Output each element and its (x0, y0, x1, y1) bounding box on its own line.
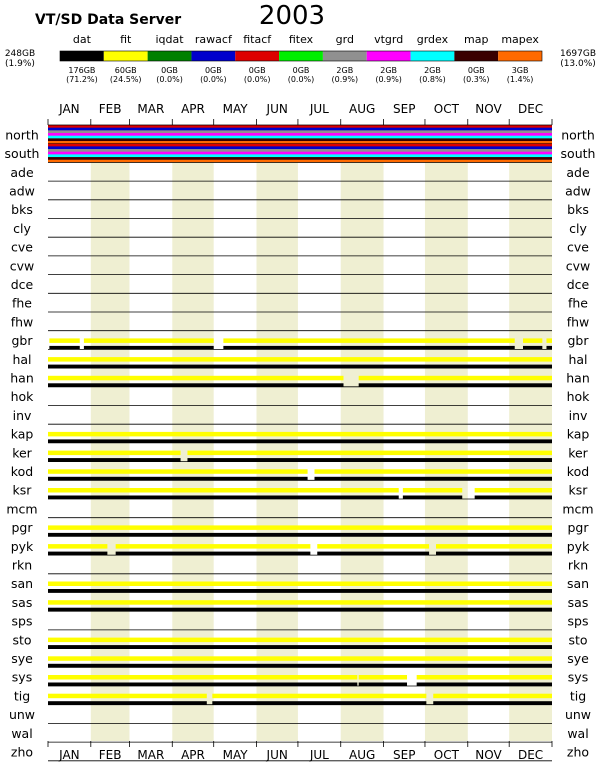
row-label-right-fhw: fhw (566, 314, 590, 330)
legend-name-map: map (464, 33, 489, 46)
legend-right-total-pct: (13.0%) (560, 59, 596, 69)
segment-fit-gbr-2 (223, 338, 514, 343)
row-label-left-ker: ker (12, 445, 32, 461)
legend-size-iqdat: 0GB (161, 66, 178, 75)
row-label-left-cly: cly (13, 220, 31, 236)
segment-fit-ksr-1 (403, 488, 462, 493)
segment-fit-sys-0 (48, 675, 357, 680)
row-label-left-sye: sye (11, 650, 33, 666)
segment-dat-gbr-1 (84, 346, 214, 350)
segment-fit-gbr-4 (546, 338, 552, 343)
row-label-left-ade: ade (10, 164, 34, 180)
segment-dat-sas-0 (48, 608, 552, 612)
month-label-bottom-nov: NOV (475, 748, 502, 762)
segment-fit-sye-0 (48, 656, 552, 661)
row-label-left-cvw: cvw (9, 258, 35, 274)
row-label-right-inv: inv (568, 407, 588, 423)
legend-name-grdex: grdex (416, 33, 449, 46)
segment-dat-ker-1 (187, 458, 552, 462)
stripe-north-1 (48, 128, 552, 131)
segment-fit-pyk-1 (116, 544, 311, 549)
legend-size-map: 0GB (467, 66, 485, 75)
segment-dat-ksr-1 (403, 496, 462, 500)
legend-name-iqdat: iqdat (155, 33, 184, 46)
month-label-top-jul: JUL (309, 102, 329, 116)
legend-pct-grdex: (0.8%) (419, 75, 446, 84)
row-label-right-sas: sas (567, 594, 589, 610)
segment-dat-tig-0 (48, 701, 207, 705)
segment-dat-pyk-1 (116, 552, 311, 556)
segment-dat-pgr-0 (48, 533, 552, 537)
row-label-right-han: han (566, 370, 590, 386)
legend-pct-map: (0.3%) (462, 75, 490, 84)
legend-name-dat: dat (72, 33, 91, 46)
row-label-left-cve: cve (11, 239, 33, 255)
legend-right-total-size: 1697GB (559, 49, 597, 59)
legend-pct-rawacf: (0.0%) (200, 75, 227, 84)
month-label-top-jun: JUN (266, 102, 288, 116)
row-label-right-cve: cve (567, 239, 589, 255)
row-label-right-wal: wal (567, 725, 589, 741)
segment-fit-pyk-0 (48, 544, 107, 549)
legend-pct-fit: (24.5%) (109, 75, 142, 84)
stripe-south-0 (48, 144, 552, 147)
row-label-left-dce: dce (10, 276, 34, 292)
stripe-south-1 (48, 146, 552, 149)
row-label-left-tig: tig (13, 688, 31, 704)
legend-name-mapex: mapex (501, 33, 539, 46)
legend-size-fit: 60GB (114, 66, 137, 75)
stripe-north-4 (48, 136, 552, 139)
segment-fit-sys-2 (417, 675, 552, 680)
segment-dat-kod-0 (48, 477, 308, 481)
row-label-left-fhw: fhw (10, 314, 34, 330)
row-label-left-sps: sps (11, 613, 33, 629)
month-label-top-sep: SEP (393, 102, 416, 116)
legend-swatch-map (454, 51, 498, 61)
row-label-left-hok: hok (10, 389, 34, 405)
legend-pct-dat: (71.2%) (66, 75, 98, 84)
segment-dat-ksr-2 (475, 496, 552, 500)
row-label-right-cvw: cvw (565, 258, 591, 274)
segment-dat-ksr-0 (48, 496, 399, 500)
stripe-south-4 (48, 154, 552, 157)
segment-dat-hal-0 (48, 365, 552, 369)
row-label-left-unw: unw (8, 707, 36, 723)
segment-dat-san-0 (48, 589, 552, 593)
stripe-south-3 (48, 152, 552, 155)
segment-fit-ker-1 (187, 451, 552, 456)
segment-fit-tig-2 (433, 694, 552, 699)
month-label-top-may: MAY (222, 102, 248, 116)
legend-size-dat: 176GB (68, 66, 96, 75)
row-label-right-mcm: mcm (562, 501, 594, 517)
row-label-left-north: north (5, 127, 39, 143)
month-label-top-apr: APR (181, 102, 205, 116)
row-label-left-kod: kod (10, 463, 34, 479)
segment-dat-tig-1 (212, 701, 426, 705)
month-label-bottom-apr: APR (181, 748, 205, 762)
legend-size-fitacf: 0GB (248, 66, 266, 75)
legend-swatch-dat (60, 51, 104, 61)
row-label-left-adw: adw (9, 183, 35, 199)
segment-fit-pgr-0 (48, 525, 552, 530)
row-label-right-hok: hok (566, 389, 590, 405)
row-label-right-adw: adw (565, 183, 591, 199)
row-label-right-sps: sps (567, 613, 589, 629)
month-label-top-mar: MAR (137, 102, 165, 116)
month-label-bottom-jul: JUL (309, 748, 329, 762)
row-label-right-unw: unw (564, 707, 592, 723)
legend-name-fitacf: fitacf (243, 33, 272, 46)
stripe-north-2 (48, 130, 552, 133)
segment-dat-pyk-2 (317, 552, 429, 556)
month-label-bottom-may: MAY (222, 748, 248, 762)
legend-size-rawacf: 0GB (204, 66, 222, 75)
legend-swatch-vtgrd (367, 51, 411, 61)
row-label-left-san: san (10, 576, 34, 592)
row-label-right-ksr: ksr (568, 482, 588, 498)
month-label-bottom-dec: DEC (517, 748, 544, 762)
month-label-bottom-aug: AUG (348, 748, 376, 762)
segment-fit-hal-0 (48, 357, 552, 362)
month-label-top-nov: NOV (475, 102, 502, 116)
row-label-left-sys: sys (11, 669, 33, 685)
row-label-right-kod: kod (566, 463, 590, 479)
row-label-right-dce: dce (566, 276, 590, 292)
legend-swatch-grd (323, 51, 367, 61)
month-label-bottom-sep: SEP (393, 748, 416, 762)
month-label-bottom-mar: MAR (137, 748, 165, 762)
row-label-right-hal: hal (568, 351, 588, 367)
row-label-right-sto: sto (568, 632, 588, 648)
row-label-left-mcm: mcm (6, 501, 38, 517)
segment-dat-gbr-2 (223, 346, 514, 350)
row-label-left-han: han (10, 370, 34, 386)
month-label-bottom-jun: JUN (266, 748, 288, 762)
legend (60, 33, 542, 84)
segment-dat-han-1 (359, 383, 552, 387)
segment-fit-sys-1 (359, 675, 407, 680)
segment-fit-ker-0 (48, 451, 181, 456)
segment-fit-tig-0 (48, 694, 207, 699)
chart-title: VT/SD Data Server (35, 12, 182, 28)
stripe-north-0 (48, 125, 552, 128)
segment-dat-kod-1 (314, 477, 552, 481)
row-label-right-tig: tig (569, 688, 587, 704)
legend-size-vtgrd: 2GB (380, 66, 398, 75)
segment-fit-san-0 (48, 582, 552, 587)
row-label-right-gbr: gbr (567, 333, 589, 349)
month-label-top-aug: AUG (348, 102, 376, 116)
segment-dat-kap-0 (48, 439, 552, 443)
segment-dat-sye-0 (48, 664, 552, 668)
row-label-right-rkn: rkn (567, 557, 589, 573)
row-label-right-north: north (561, 127, 595, 143)
row-label-right-bks: bks (567, 202, 589, 218)
legend-size-fitex: 0GB (292, 66, 310, 75)
legend-size-grd: 2GB (336, 66, 354, 75)
segment-fit-gbr-1 (84, 338, 214, 343)
segment-dat-sto-0 (48, 645, 552, 649)
row-label-left-rkn: rkn (11, 557, 33, 573)
segment-fit-gbr-0 (49, 338, 79, 343)
row-label-left-ksr: ksr (12, 482, 32, 498)
row-label-right-ade: ade (566, 164, 590, 180)
segment-dat-sys-2 (417, 683, 552, 687)
row-label-right-south: south (560, 146, 596, 162)
row-label-right-cly: cly (569, 220, 587, 236)
legend-name-vtgrd: vtgrd (374, 33, 404, 46)
row-label-left-zho: zho (10, 744, 34, 760)
segment-dat-gbr-4 (546, 346, 552, 350)
segment-fit-pyk-2 (317, 544, 429, 549)
legend-swatch-rawacf (191, 51, 235, 61)
row-label-left-gbr: gbr (11, 333, 33, 349)
row-label-left-bks: bks (11, 202, 33, 218)
row-label-left-fhe: fhe (11, 295, 33, 311)
segment-fit-kod-0 (48, 469, 308, 474)
chart-year: 2003 (258, 1, 326, 31)
month-label-bottom-feb: FEB (98, 748, 122, 762)
segment-dat-gbr-0 (49, 346, 79, 350)
row-label-left-sto: sto (12, 632, 32, 648)
legend-swatch-fitex (279, 51, 323, 61)
row-label-left-kap: kap (10, 426, 34, 442)
segment-fit-ksr-0 (48, 488, 399, 493)
row-label-left-south: south (4, 146, 40, 162)
legend-name-fitex: fitex (288, 33, 314, 46)
segment-fit-han-1 (359, 376, 552, 381)
segment-dat-pyk-0 (48, 552, 107, 556)
month-label-top-feb: FEB (98, 102, 122, 116)
segment-dat-sys-0 (48, 683, 357, 687)
segment-fit-pyk-3 (436, 544, 552, 549)
row-label-left-pgr: pgr (11, 520, 33, 536)
legend-pct-vtgrd: (0.9%) (375, 75, 402, 84)
legend-pct-fitacf: (0.0%) (243, 75, 271, 84)
row-label-right-pgr: pgr (567, 520, 589, 536)
row-label-right-pyk: pyk (566, 538, 590, 554)
row-label-left-pyk: pyk (10, 538, 34, 554)
legend-swatch-fit (104, 51, 148, 61)
legend-size-mapex: 3GB (511, 66, 529, 75)
row-label-right-sys: sys (567, 669, 589, 685)
month-label-bottom-oct: OCT (433, 748, 459, 762)
legend-name-grd: grd (335, 33, 354, 46)
stripe-south-2 (48, 149, 552, 152)
legend-name-rawacf: rawacf (194, 33, 232, 46)
segment-dat-tig-2 (433, 701, 552, 705)
stripe-north-5 (48, 138, 552, 141)
legend-left-total-size: 248GB (4, 49, 36, 59)
segment-dat-sys-1 (359, 683, 407, 687)
row-label-right-fhe: fhe (567, 295, 589, 311)
row-label-right-sye: sye (567, 650, 589, 666)
segment-fit-kod-1 (314, 469, 552, 474)
segment-dat-pyk-3 (436, 552, 552, 556)
row-label-right-zho: zho (566, 744, 590, 760)
legend-name-fit: fit (120, 33, 132, 46)
segment-fit-sas-0 (48, 600, 552, 605)
stripe-north-3 (48, 133, 552, 136)
legend-pct-fitex: (0.0%) (287, 75, 315, 84)
month-label-bottom-jan: JAN (59, 748, 80, 762)
segment-dat-ker-0 (48, 458, 181, 462)
month-label-top-oct: OCT (433, 102, 459, 116)
row-label-left-wal: wal (11, 725, 33, 741)
legend-pct-iqdat: (0.0%) (156, 75, 183, 84)
row-label-left-sas: sas (11, 594, 33, 610)
legend-left-total-pct: (1.9%) (5, 59, 35, 69)
legend-swatch-iqdat (148, 51, 192, 61)
legend-swatch-grdex (411, 51, 455, 61)
segment-fit-sto-0 (48, 638, 552, 643)
legend-swatch-mapex (498, 51, 542, 61)
legend-size-grdex: 2GB (424, 66, 441, 75)
month-label-top-dec: DEC (517, 102, 544, 116)
legend-pct-mapex: (1.4%) (506, 75, 534, 84)
segment-fit-ksr-2 (475, 488, 552, 493)
segment-fit-kap-0 (48, 432, 552, 437)
legend-swatch-fitacf (235, 51, 279, 61)
row-label-left-hal: hal (12, 351, 32, 367)
segment-fit-han-0 (48, 376, 343, 381)
legend-pct-grd: (0.9%) (331, 75, 359, 84)
row-label-right-san: san (566, 576, 590, 592)
month-label-top-jan: JAN (59, 102, 80, 116)
segment-fit-gbr-3 (523, 338, 542, 343)
segment-dat-han-0 (48, 383, 343, 387)
segment-fit-tig-1 (212, 694, 426, 699)
stripe-south-5 (48, 157, 552, 160)
row-label-right-ker: ker (568, 445, 588, 461)
row-label-right-kap: kap (566, 426, 590, 442)
segment-dat-gbr-3 (523, 346, 542, 350)
row-label-left-inv: inv (12, 407, 32, 423)
